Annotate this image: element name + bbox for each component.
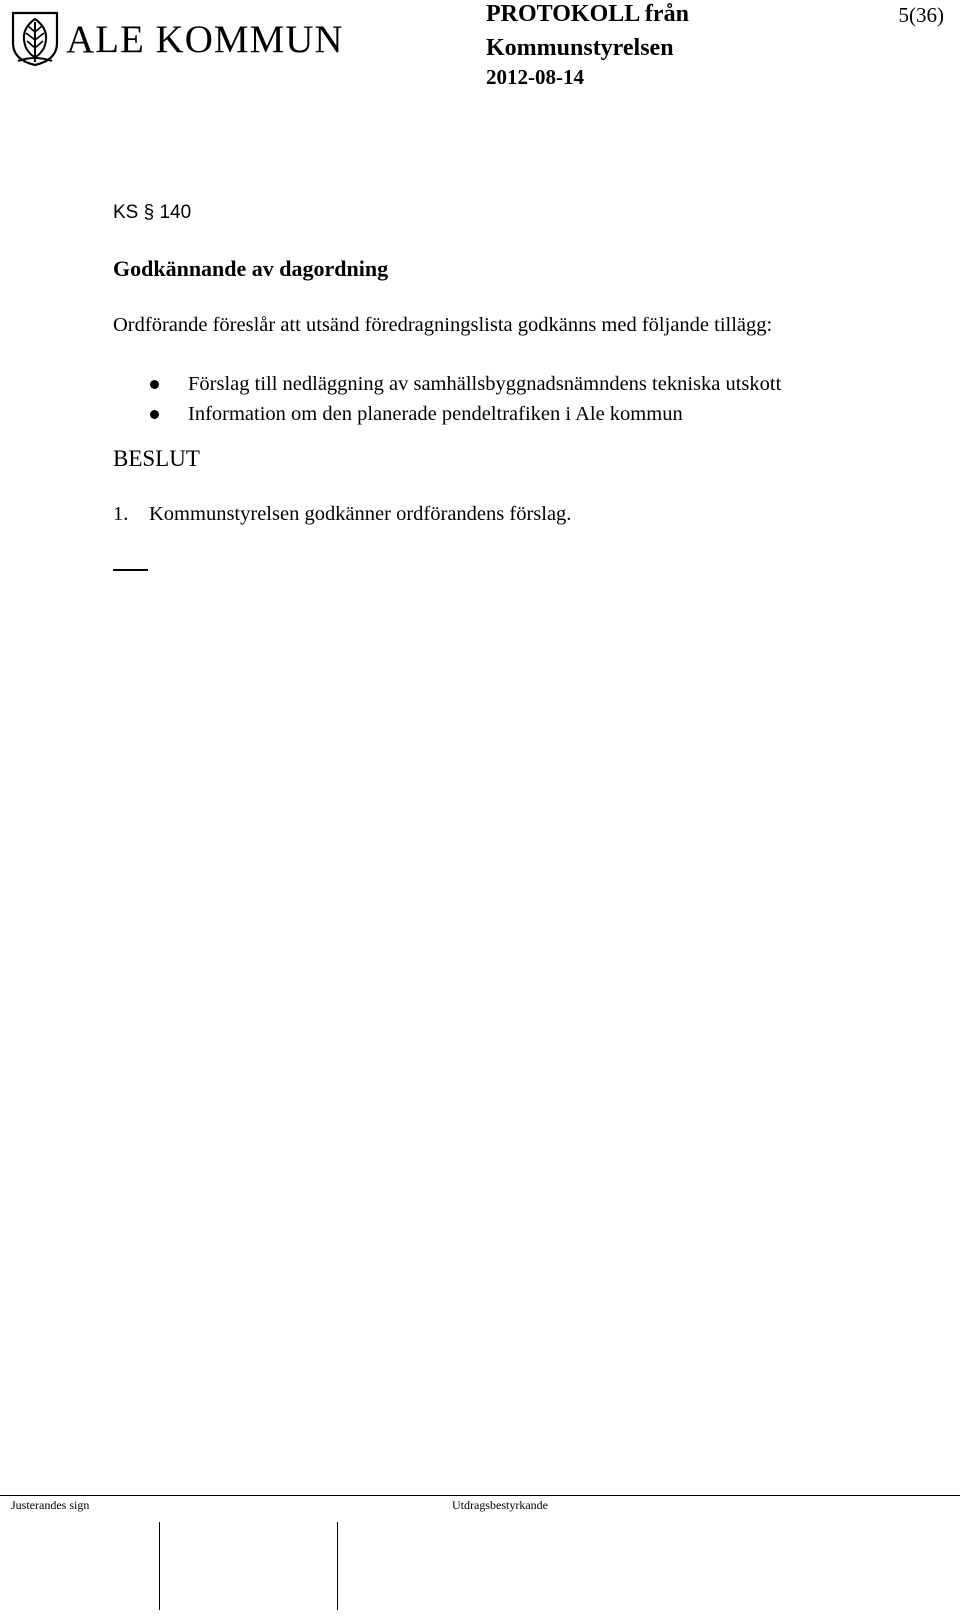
document-title: PROTOKOLL från: [486, 1, 689, 27]
footer-certification-label: Utdragsbestyrkande: [452, 1498, 548, 1512]
list-item: [150, 369, 781, 399]
bullet-icon: [150, 380, 159, 389]
logo-text: ALE KOMMUN: [66, 18, 344, 61]
list-item: [150, 399, 781, 429]
footer-divider: [0, 1495, 960, 1496]
committee-name: Kommunstyrelsen: [486, 35, 674, 61]
page-number: 5(36): [898, 3, 944, 27]
decision-number: 1.: [113, 503, 129, 525]
leaf-emblem-icon: [10, 10, 60, 68]
meeting-date: 2012-08-14: [486, 65, 584, 89]
section-heading: Godkännande av dagordning: [113, 256, 389, 281]
section-reference: KS § 140: [113, 202, 192, 223]
list-item-text: Förslag till nedläggning av samhällsbyggnadsnämndens tekniska utskott: [188, 373, 782, 395]
list-item-text: Information om den planerade pendeltrafiken i Ale kommun: [188, 403, 683, 425]
signature-divider: [337, 1522, 338, 1610]
end-rule: [113, 569, 148, 571]
footer-signature-label: Justerandes sign: [11, 1498, 90, 1512]
intro-paragraph: Ordförande föreslår att utsänd föredragningslista godkänns med följande tillägg:: [113, 314, 773, 336]
decision-heading: BESLUT: [113, 446, 200, 471]
decision-item: [113, 500, 571, 528]
bullet-list: [150, 369, 781, 429]
signature-divider: [159, 1522, 160, 1610]
bullet-icon: [150, 410, 159, 419]
decision-text: Kommunstyrelsen godkänner ordförandens förslag.: [149, 503, 572, 525]
